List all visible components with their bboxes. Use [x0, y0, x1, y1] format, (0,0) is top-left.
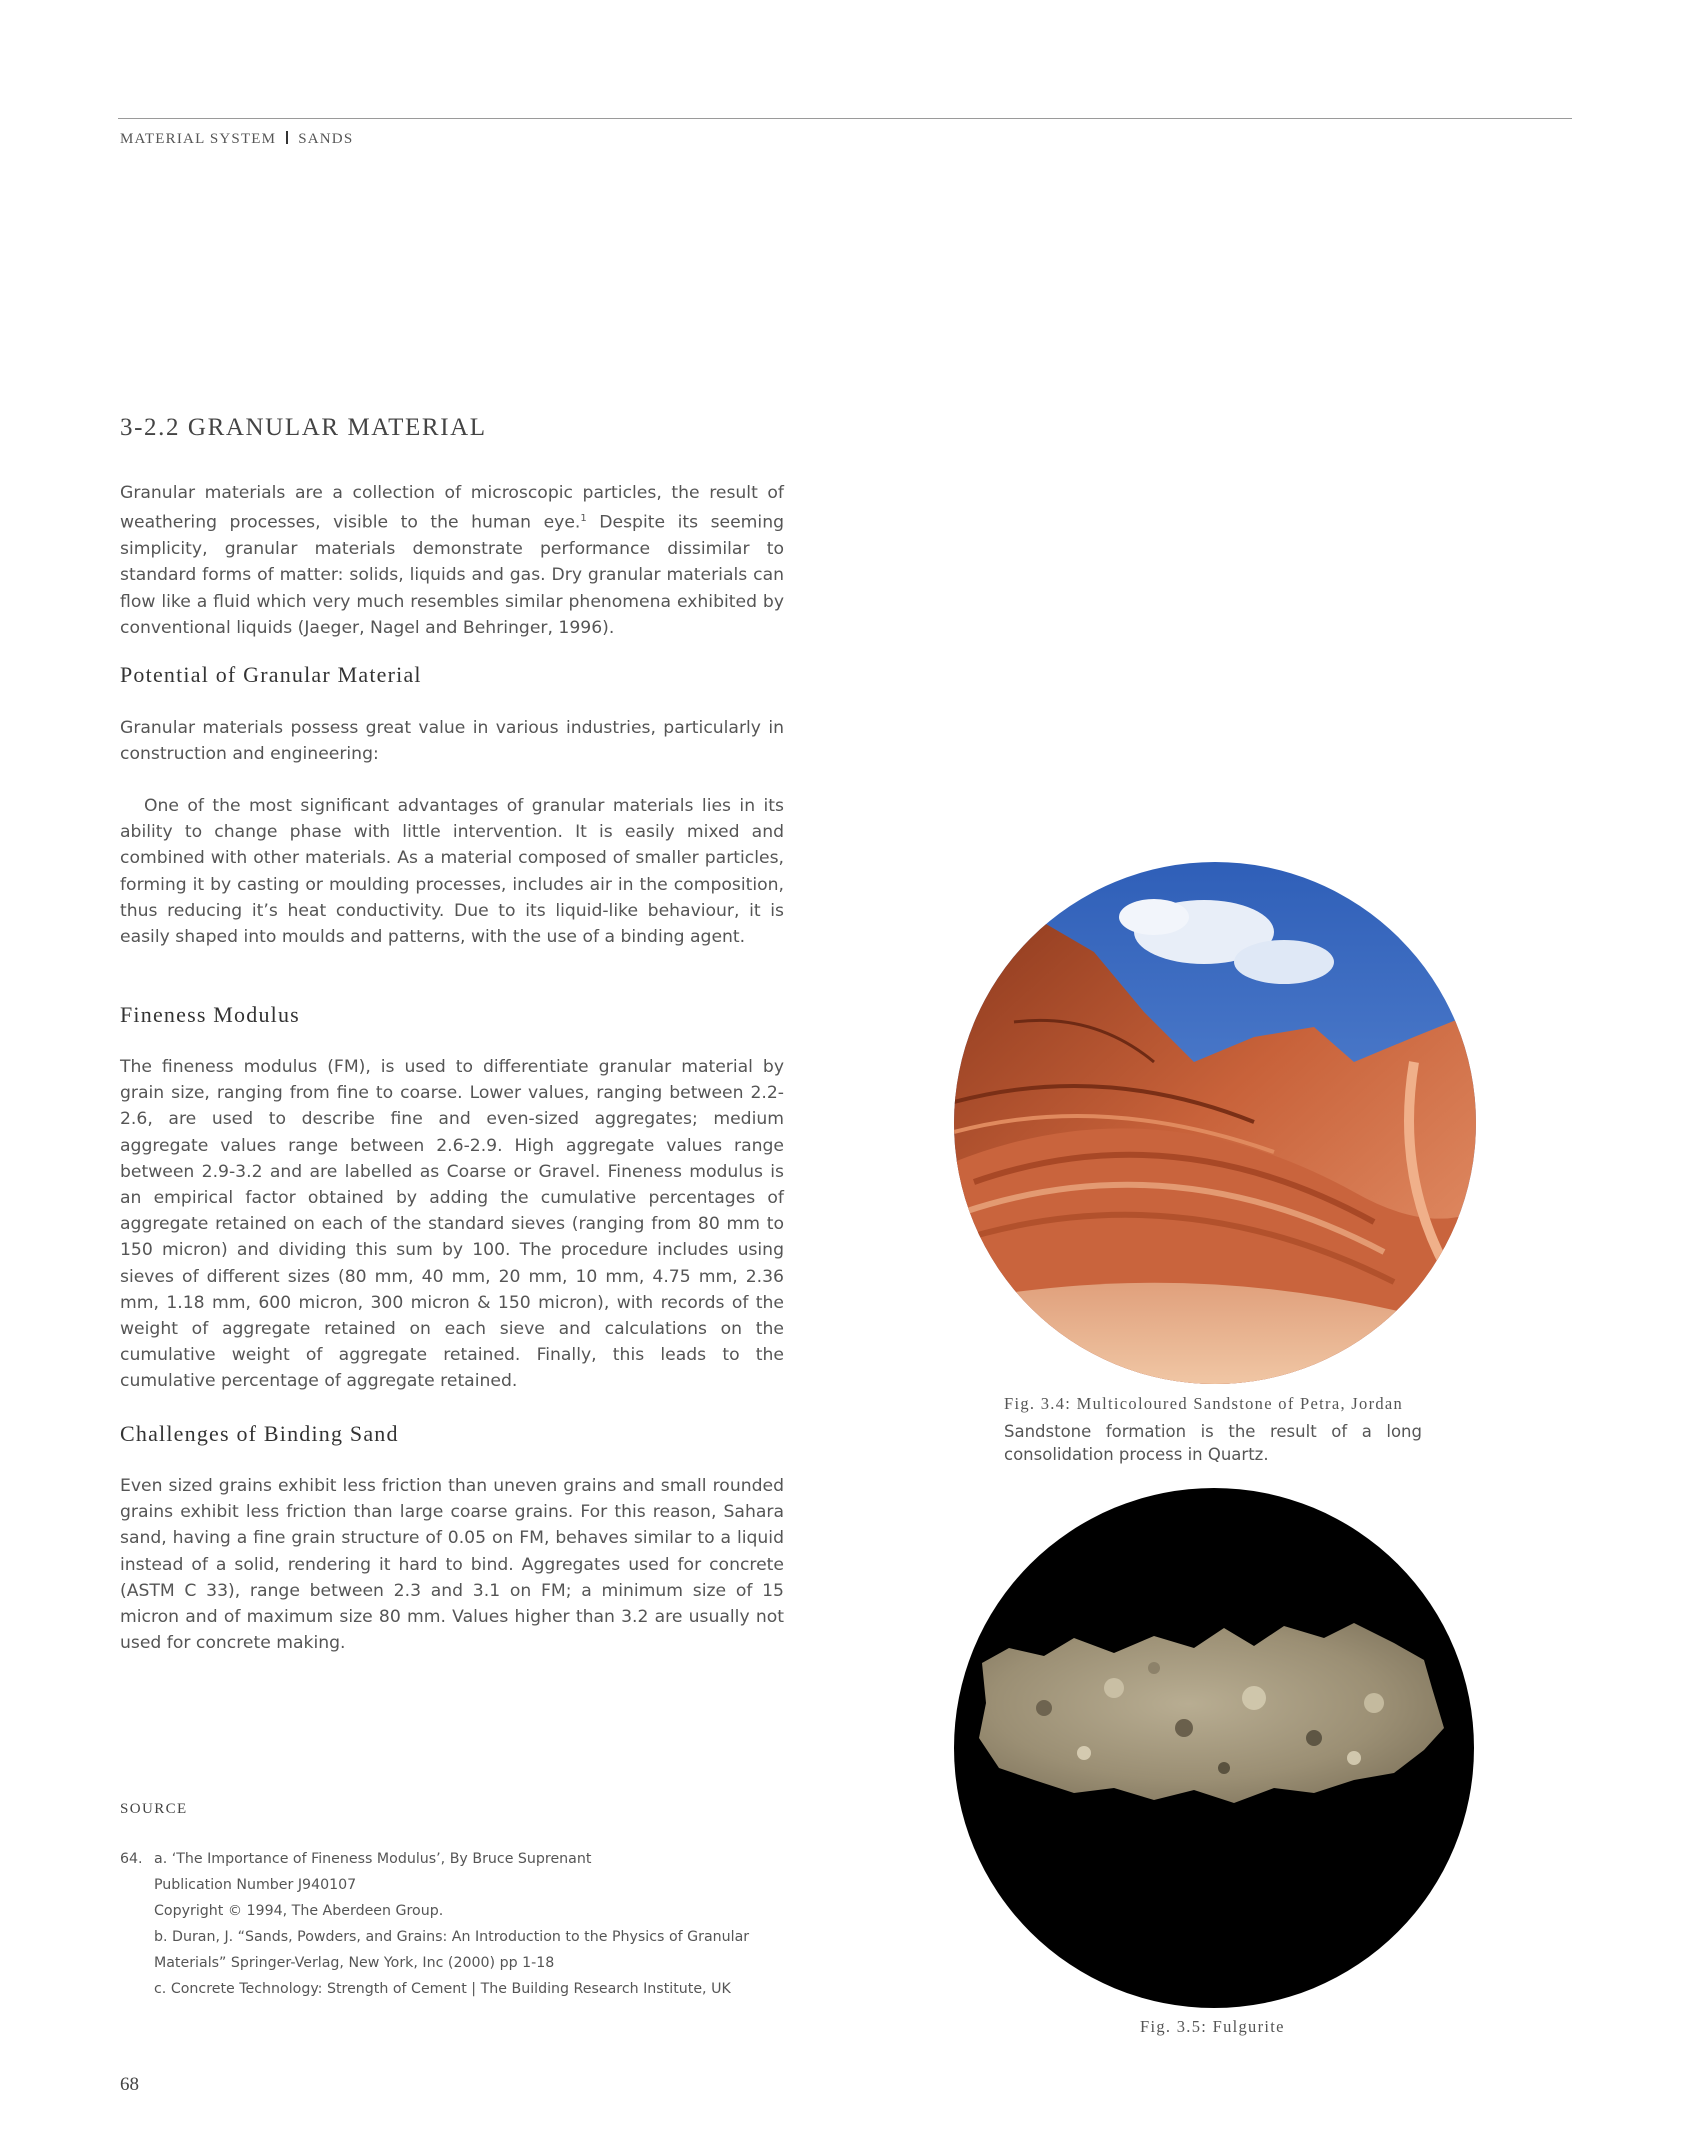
potential-paragraph-2: One of the most significant advantages of granular materials lies in its ability to change phase with little intervention. It is easily mixed and combined with other materials. As a material composed of smaller particles, forming it by casting or moulding processes, includes air in the composition, thus reducing it’s heat conductivity. Due to its liquid-like behaviour, it is easily shaped into moulds and patterns, with the use of a binding agent.	[120, 796, 784, 948]
challenges-paragraph: Even sized grains exhibit less friction than uneven grains and small rounded grains exhibit less friction than large coarse grains. For this reason, Sahara sand, having a fine grain structure of 0.05 on FM, behaves similar to a liquid instead of a solid, rendering it hard to bind. Aggregates used for concrete (ASTM C 33), range between 2.3 and 3.1 on FM; a minimum size of 15 micron and of maximum size 80 mm. Values higher than 3.2 are usually not used for concrete making.	[120, 1476, 784, 1654]
header-rule	[118, 118, 1572, 119]
potential-paragraph-1: Granular materials possess great value in various industries, particularly in construction and engineering:	[120, 718, 784, 765]
running-head-subsection: SANDS	[298, 131, 354, 147]
heading-challenges: Challenges of Binding Sand	[120, 1421, 399, 1446]
reference-number: 64.	[120, 1851, 143, 1867]
reference-line: Publication Number J940107	[154, 1877, 357, 1893]
reference-line: Materials” Springer-Verlag, New York, Inc (2000) pp 1-18	[154, 1955, 555, 1971]
intro-text-a: Granular materials are a collection of microscopic particles, the result of weathering processes, visible to the human eye.	[120, 483, 784, 533]
running-head	[120, 131, 353, 148]
running-head-section: MATERIAL SYSTEM	[120, 131, 277, 147]
reference-line: b. Duran, J. “Sands, Powders, and Grains: An Introduction to the Physics of Granular	[154, 1929, 750, 1945]
reference-line: Copyright © 1994, The Aberdeen Group.	[154, 1903, 444, 1919]
reference-line: c. Concrete Technology: Strength of Cement | The Building Research Institute, UK	[154, 1981, 731, 1997]
figure-3-4-caption-text: Sandstone formation is the result of a long consolidation process in Quartz.	[1004, 1422, 1422, 1464]
intro-paragraph	[120, 480, 784, 641]
reference-list	[120, 1846, 800, 2002]
reference-line: a. ‘The Importance of Fineness Modulus’, By Bruce Suprenant	[154, 1851, 592, 1867]
heading-potential: Potential of Granular Material	[120, 662, 422, 687]
intro-text-b: Despite its seeming simplicity, granular materials demonstrate performance dissimilar to standard forms of matter: solids, liquids and gas. Dry granular materials can flow like a fluid which very much resembles similar phenomena exhibited by conventional liquids (Jaeger, Nagel and Behringer, 1996).	[120, 512, 784, 638]
footnote-ref: 1	[580, 513, 587, 525]
fulgurite-photo	[954, 1488, 1474, 2008]
section-title: 3-2.2 GRANULAR MATERIAL	[120, 414, 487, 441]
page-number: 68	[120, 2074, 139, 2095]
source-label: SOURCE	[120, 1801, 188, 1817]
sandstone-photo	[954, 862, 1476, 1384]
figure-3-5-caption-title: Fig. 3.5: Fulgurite	[1140, 2017, 1285, 2036]
figure-3-4-caption-title: Fig. 3.4: Multicoloured Sandstone of Petra, Jordan	[1004, 1394, 1404, 1413]
heading-fineness-modulus: Fineness Modulus	[120, 1002, 300, 1027]
fineness-paragraph: The fineness modulus (FM), is used to differentiate granular material by grain size, ranging from fine to coarse. Lower values, ranging between 2.2-2.6, are used to describe fine and even-sized aggregates; medium aggregate values range between 2.6-2.9. High aggregate values range between 2.9-3.2 and are labelled as Coarse or Gravel. Fineness modulus is an empirical factor obtained by adding the cumulative percentages of aggregate retained on each of the standard sieves (ranging from 80 mm to 150 micron) and dividing this sum by 100. The procedure includes using sieves of different sizes (80 mm, 40 mm, 20 mm, 10 mm, 4.75 mm, 2.36 mm, 1.18 mm, 600 micron, 300 micron & 150 micron), with records of the weight of aggregate retained on each sieve and calculations on the cumulative weight of aggregate retained. Finally, this leads to the cumulative percentage of aggregate retained.	[120, 1057, 784, 1392]
running-head-separator	[286, 131, 288, 144]
